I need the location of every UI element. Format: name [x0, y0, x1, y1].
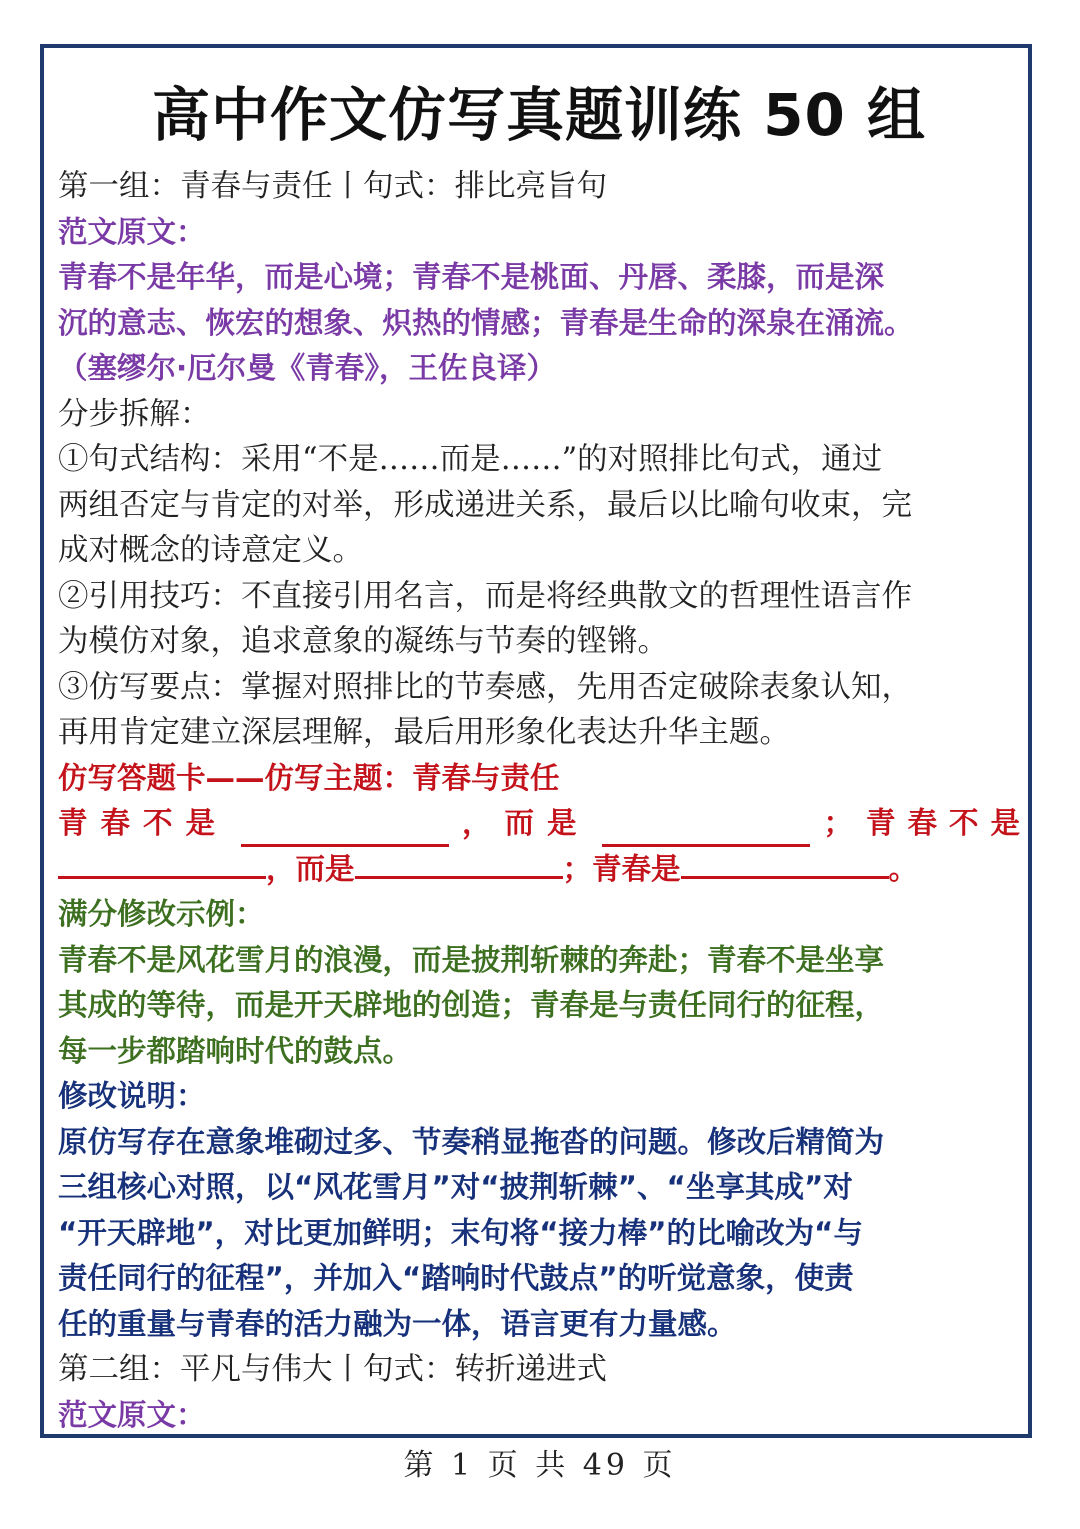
answer-blank[interactable]	[241, 818, 449, 847]
explain-line: 责任同行的征程”，并加入“踏响时代鼓点”的听觉意象，使责	[58, 1261, 854, 1295]
page-title: 高中作文仿写真题训练 50 组	[151, 81, 927, 149]
original-text-line: 青春不是年华，而是心境；青春不是桃面、丹唇、柔膝，而是深	[58, 260, 885, 294]
answer-card-label: 仿写答题卡——仿写主题：青春与责任	[58, 760, 560, 795]
original-text-line: 沉的意志、恢宏的想象、炽热的情感；青春是生命的深泉在涌流。	[58, 305, 914, 340]
card-text: ，	[461, 806, 492, 840]
answer-card-line-1	[58, 801, 1032, 847]
card-text: ，而是	[266, 851, 355, 886]
group2-heading: 第二组：平凡与伟大丨句式：转折递进式	[58, 1352, 607, 1387]
breakdown-line: 两组否定与肯定的对举，形成递进关系，最后以比喻句收束，完	[58, 487, 912, 523]
card-text: ；	[823, 806, 853, 840]
card-text: 而是	[504, 806, 590, 840]
breakdown-line: 为模仿对象，追求意象的凝练与节奏的铿锵。	[58, 624, 668, 659]
answer-card-line-2	[58, 847, 1020, 893]
example-line: 青春不是风花雪月的浪漫，而是披荆斩棘的奔赴；青春不是坐享	[58, 942, 885, 977]
group1-heading: 第一组：青春与责任丨句式：排比亮旨句	[58, 169, 607, 204]
breakdown-line: 成对概念的诗意定义。	[58, 533, 363, 568]
breakdown-line: ②引用技巧：不直接引用名言，而是将经典散文的哲理性语言作	[58, 578, 912, 614]
answer-blank[interactable]	[355, 850, 563, 879]
example-label: 满分修改示例：	[58, 897, 265, 931]
explain-label: 修改说明：	[58, 1079, 206, 1113]
original-source: （塞缪尔·厄尔曼《青春》，王佐良译）	[58, 351, 556, 385]
answer-blank[interactable]	[602, 818, 810, 847]
breakdown-line: ①句式结构：采用“不是……而是……”的对照排比句式，通过	[58, 442, 883, 477]
original-label: 范文原文：	[58, 214, 206, 249]
answer-blank[interactable]	[58, 850, 266, 879]
card-text: 。	[888, 851, 919, 886]
example-line: 其成的等待，而是开天辟地的创造；青春是与责任同行的征程，	[58, 988, 885, 1022]
page-frame	[40, 44, 1032, 1438]
card-text: ；青春是	[562, 851, 681, 886]
answer-blank[interactable]	[681, 850, 889, 879]
group2-original-label: 范文原文：	[58, 1397, 206, 1432]
explain-line: 原仿写存在意象堆砌过多、节奏稍显拖沓的问题。修改后精简为	[58, 1124, 885, 1159]
breakdown-line: 再用肯定建立深层理解，最后用形象化表达升华主题。	[58, 715, 790, 750]
breakdown-line: ③仿写要点：掌握对照排比的节奏感，先用否定破除表象认知，	[58, 669, 912, 705]
page-content	[58, 74, 1032, 1438]
card-text: 青春不是	[865, 806, 1032, 840]
card-text: 青春不是	[58, 806, 229, 840]
explain-line: 三组核心对照，以“风花雪月”对“披荆斩棘”、“坐享其成”对	[58, 1170, 853, 1204]
breakdown-label: 分步拆解：	[58, 396, 211, 432]
page-footer: 第 1 页 共 49 页	[403, 1448, 677, 1483]
explain-line: 任的重量与青春的活力融为一体，语言更有力量感。	[58, 1306, 737, 1341]
example-line: 每一步都踏响时代的鼓点。	[58, 1033, 413, 1068]
explain-line: “开天辟地”，对比更加鲜明；末句将“接力棒”的比喻改为“与	[58, 1215, 863, 1250]
